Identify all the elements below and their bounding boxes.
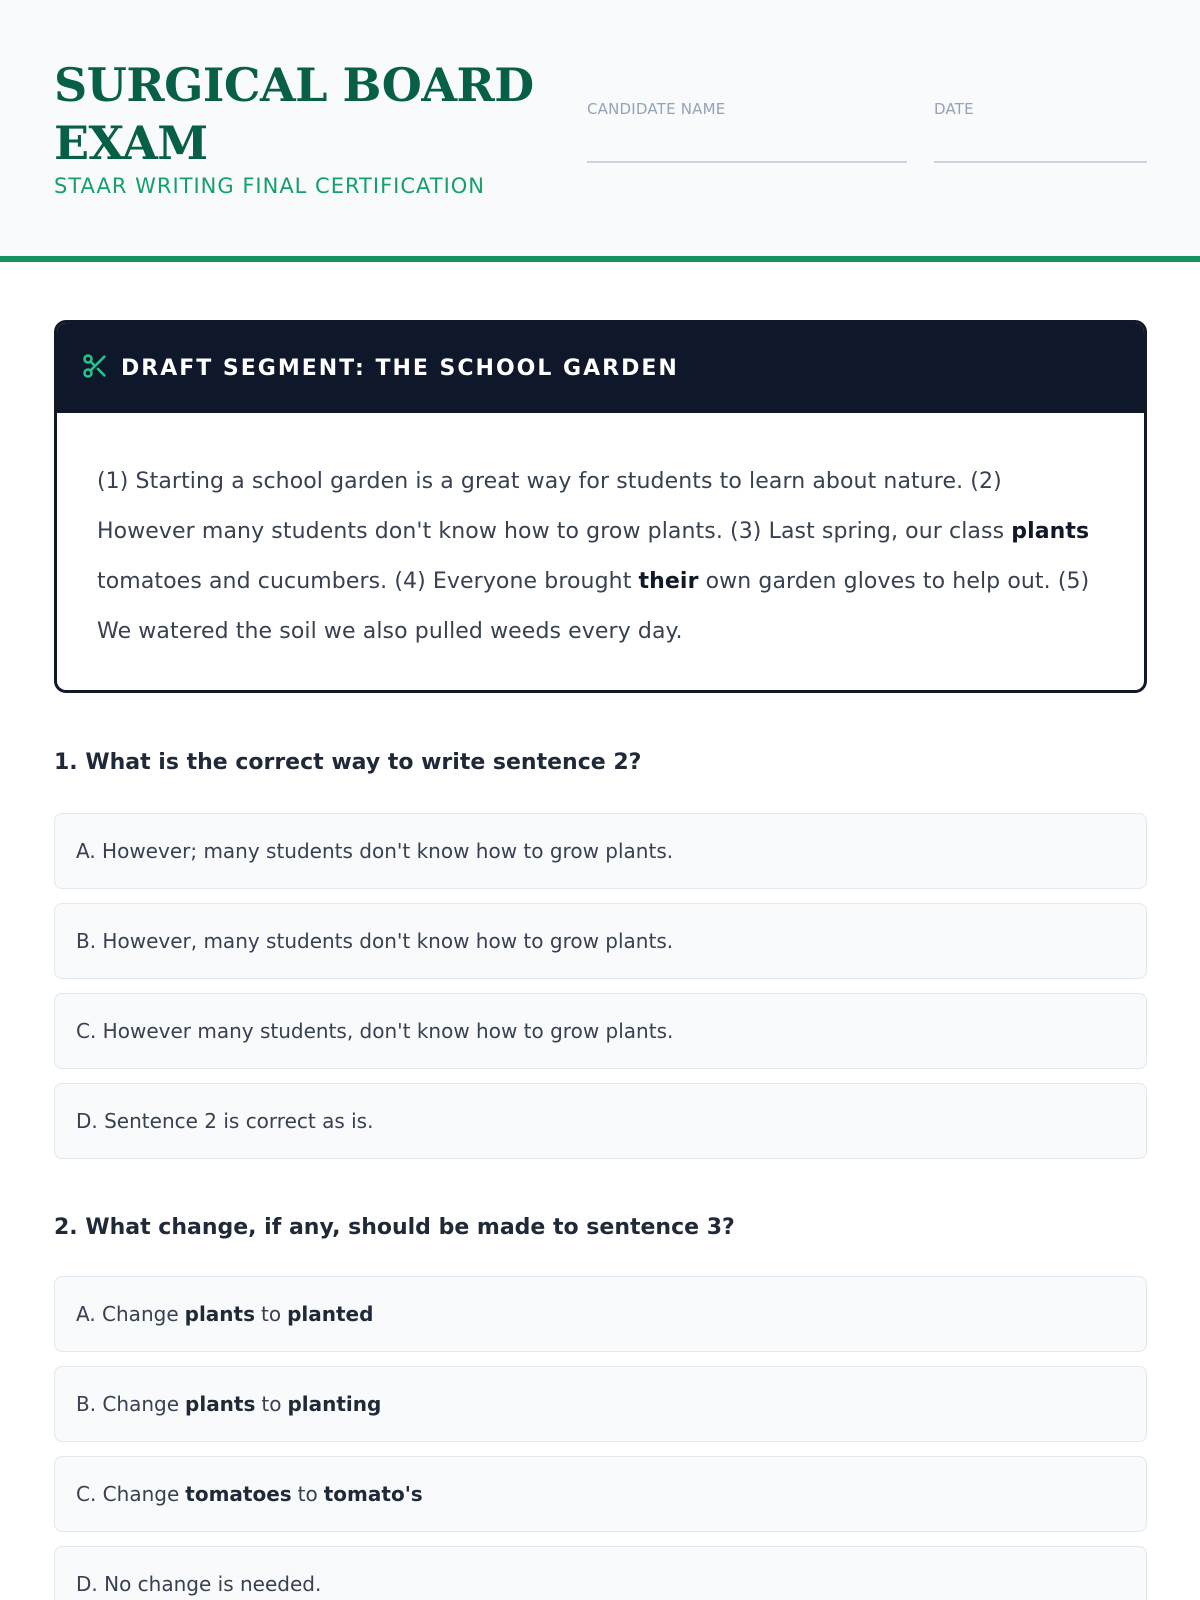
option-text [76, 1392, 387, 1416]
passage-card-header [57, 323, 1144, 413]
candidate-name-field[interactable] [587, 161, 907, 163]
option-from-word: plants [184, 1302, 255, 1326]
option-from-word: tomatoes [185, 1482, 292, 1506]
option-mid: to [297, 1482, 318, 1506]
passage-text-part-3: own garden gloves to help out. (5) We watered the soil we also pulled weeds every day. [97, 569, 1090, 644]
scissors-icon [81, 352, 109, 384]
option-to-word: planted [287, 1302, 374, 1326]
option-prefix: B. Change [76, 1392, 180, 1416]
passage-text [57, 413, 1144, 657]
option-mid: to [261, 1302, 282, 1326]
passage-bold-their: their [638, 569, 699, 594]
option-label: D. No change is needed. [76, 1572, 322, 1596]
option-label: D. Sentence 2 is correct as is. [76, 1109, 374, 1133]
passage-card [54, 320, 1147, 693]
option-from-word: plants [185, 1392, 256, 1416]
option-prefix: A. Change [76, 1302, 179, 1326]
question-1-option-a[interactable] [54, 813, 1147, 889]
passage-text-part-1: (1) Starting a school garden is a great way for students to learn about nature. (2) However many students don't know how to grow plants. (3) Last spring, our class [97, 469, 1005, 544]
passage-text-part-2: tomatoes and cucumbers. (4) Everyone brought [97, 569, 632, 594]
option-text [76, 1302, 379, 1326]
option-to-word: tomato's [323, 1482, 423, 1506]
question-2-option-d[interactable] [54, 1546, 1147, 1600]
date-label: DATE [934, 100, 974, 118]
option-label: A. However; many students don't know how to grow plants. [76, 839, 674, 863]
option-prefix: C. Change [76, 1482, 180, 1506]
exam-subtitle: STAAR WRITING FINAL CERTIFICATION [54, 174, 486, 198]
exam-title: SURGICAL BOARD EXAM [54, 58, 534, 170]
question-2-option-c[interactable] [54, 1456, 1147, 1532]
question-2-option-b[interactable] [54, 1366, 1147, 1442]
question-1-option-b[interactable] [54, 903, 1147, 979]
exam-header [0, 0, 1200, 262]
option-to-word: planting [287, 1392, 382, 1416]
passage-heading: DRAFT SEGMENT: THE SCHOOL GARDEN [121, 355, 679, 381]
question-1-option-c[interactable] [54, 993, 1147, 1069]
question-1-option-d[interactable] [54, 1083, 1147, 1159]
option-text [76, 1482, 429, 1506]
passage-bold-plants: plants [1011, 519, 1090, 544]
option-label: B. However, many students don't know how to grow plants. [76, 929, 674, 953]
candidate-name-label: CANDIDATE NAME [587, 100, 726, 118]
question-2-option-a[interactable] [54, 1276, 1147, 1352]
date-field[interactable] [934, 161, 1147, 163]
question-2-prompt: 2. What change, if any, should be made to sentence 3? [54, 1215, 735, 1240]
option-mid: to [261, 1392, 282, 1416]
question-1-prompt: 1. What is the correct way to write sentence 2? [54, 750, 642, 775]
option-label: C. However many students, don't know how to grow plants. [76, 1019, 674, 1043]
